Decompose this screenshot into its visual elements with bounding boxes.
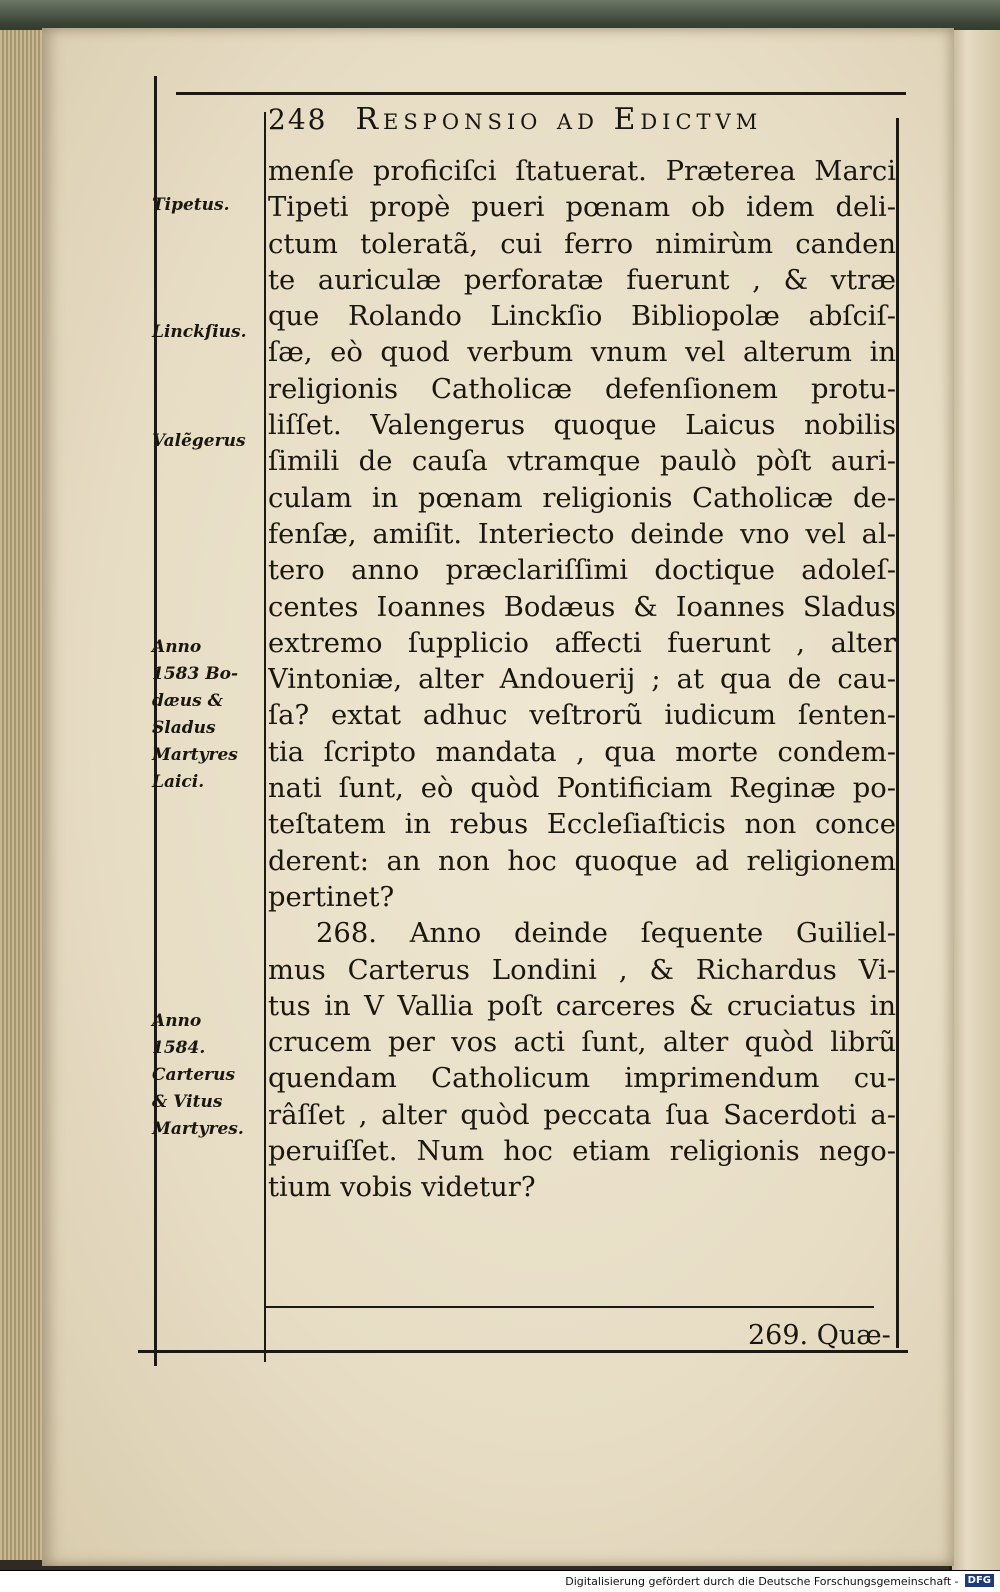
running-title: Responsio ad Edictvm <box>355 102 763 137</box>
text-line: ſa? extat adhuc veſtrorũ iudicum ſenten- <box>268 700 896 732</box>
digitization-footer <box>0 1570 1000 1592</box>
page-edges-left <box>0 30 44 1560</box>
text-line: tium vobis videtur? <box>268 1172 536 1204</box>
margin-note-anno-1583: Anno 1583 Bo- dæus & Sladus Martyres Laici. <box>152 637 238 792</box>
text-line: tus in V Vallia poſt carceres & cruciatus in <box>268 990 896 1022</box>
text-line: te auriculæ perforatæ fuerunt , & vtræ <box>268 264 896 296</box>
text-line: teſtatem in rebus Eccleſiaſticis non conce <box>268 809 896 841</box>
text-line: Tipeti propè pueri pœnam ob idem deli- <box>268 192 896 224</box>
header-rule <box>176 92 906 95</box>
page-number: 248 <box>268 103 328 136</box>
text-line: extremo ſupplicio affecti fuerunt , alter <box>268 627 896 659</box>
text-line: religionis Catholicæ defenſionem protu- <box>268 373 896 405</box>
dfg-logo: DFG <box>965 1574 994 1587</box>
text-line: mus Carterus Londini , & Richardus Vi- <box>268 954 896 986</box>
text-line: fenſæ, amiſit. Interiecto deinde vno vel al- <box>268 518 896 550</box>
text-line: râſſet , alter quòd peccata ſua Sacerdoti a- <box>268 1099 896 1131</box>
text-line: ctum toleratã, cui ferro nimirùm canden <box>268 228 896 260</box>
book-cover-right <box>949 30 1000 1570</box>
text-line: crucem per vos acti ſunt, alter quòd librũ <box>268 1027 896 1059</box>
margin-note-tipetus: Tipetus. <box>152 195 230 215</box>
text-line: tero anno præclariſſimi doctique adoleſ- <box>268 555 896 587</box>
text-line: liſſet. Valengerus quoque Laicus nobilis <box>268 410 896 442</box>
text-line: quendam Catholicum imprimendum cu- <box>268 1063 896 1095</box>
text-line: centes Ioannes Bodæus & Ioannes Sladus <box>268 591 896 623</box>
text-line: pertinet? <box>268 881 395 913</box>
margin-note-linckſius: Linckſius. <box>152 322 247 342</box>
text-line: nati ſunt, eò quòd Pontificiam Reginæ po- <box>268 773 896 805</box>
margin-note-anno-1584: Anno 1584. Carterus & Vitus Martyres. <box>152 1011 244 1139</box>
margin-rule-inner <box>264 112 266 1362</box>
text-line: derent: an non hoc quoque ad religionem <box>268 845 896 877</box>
text-line: ſæ, eò quod verbum vnum vel alterum in <box>268 337 896 369</box>
paragraph-start-line: 268. Anno deinde ſequente Guiliel- <box>316 918 896 950</box>
text-line: peruiſſet. Num hoc etiam religionis nego- <box>268 1136 896 1168</box>
body-text <box>268 154 896 1207</box>
text-rule-bottom <box>264 1306 874 1308</box>
text-line: Vintoniæ, alter Andouerij ; at qua de cau- <box>268 664 896 696</box>
running-header <box>268 102 868 146</box>
text-line: tia ſcripto mandata , qua morte condem- <box>268 736 896 768</box>
margin-note-valegerus: Valẽgerus <box>152 431 246 451</box>
text-line: ſimili de cauſa vtramque paulò pòſt auri- <box>268 446 896 478</box>
footer-text: Digitalisierung gefördert durch die Deutsche Forschungsgemeinschaft - <box>565 1575 959 1588</box>
book-page <box>42 28 954 1566</box>
text-rule-right <box>896 118 899 1348</box>
catchword: 269. Quæ- <box>748 1320 891 1351</box>
text-line: culam in pœnam religionis Catholicæ de- <box>268 482 896 514</box>
text-line: menſe proficiſci ſtatuerat. Præterea Marci <box>268 156 896 187</box>
text-line: que Rolando Linckſio Bibliopolæ abſciſ- <box>268 301 896 333</box>
